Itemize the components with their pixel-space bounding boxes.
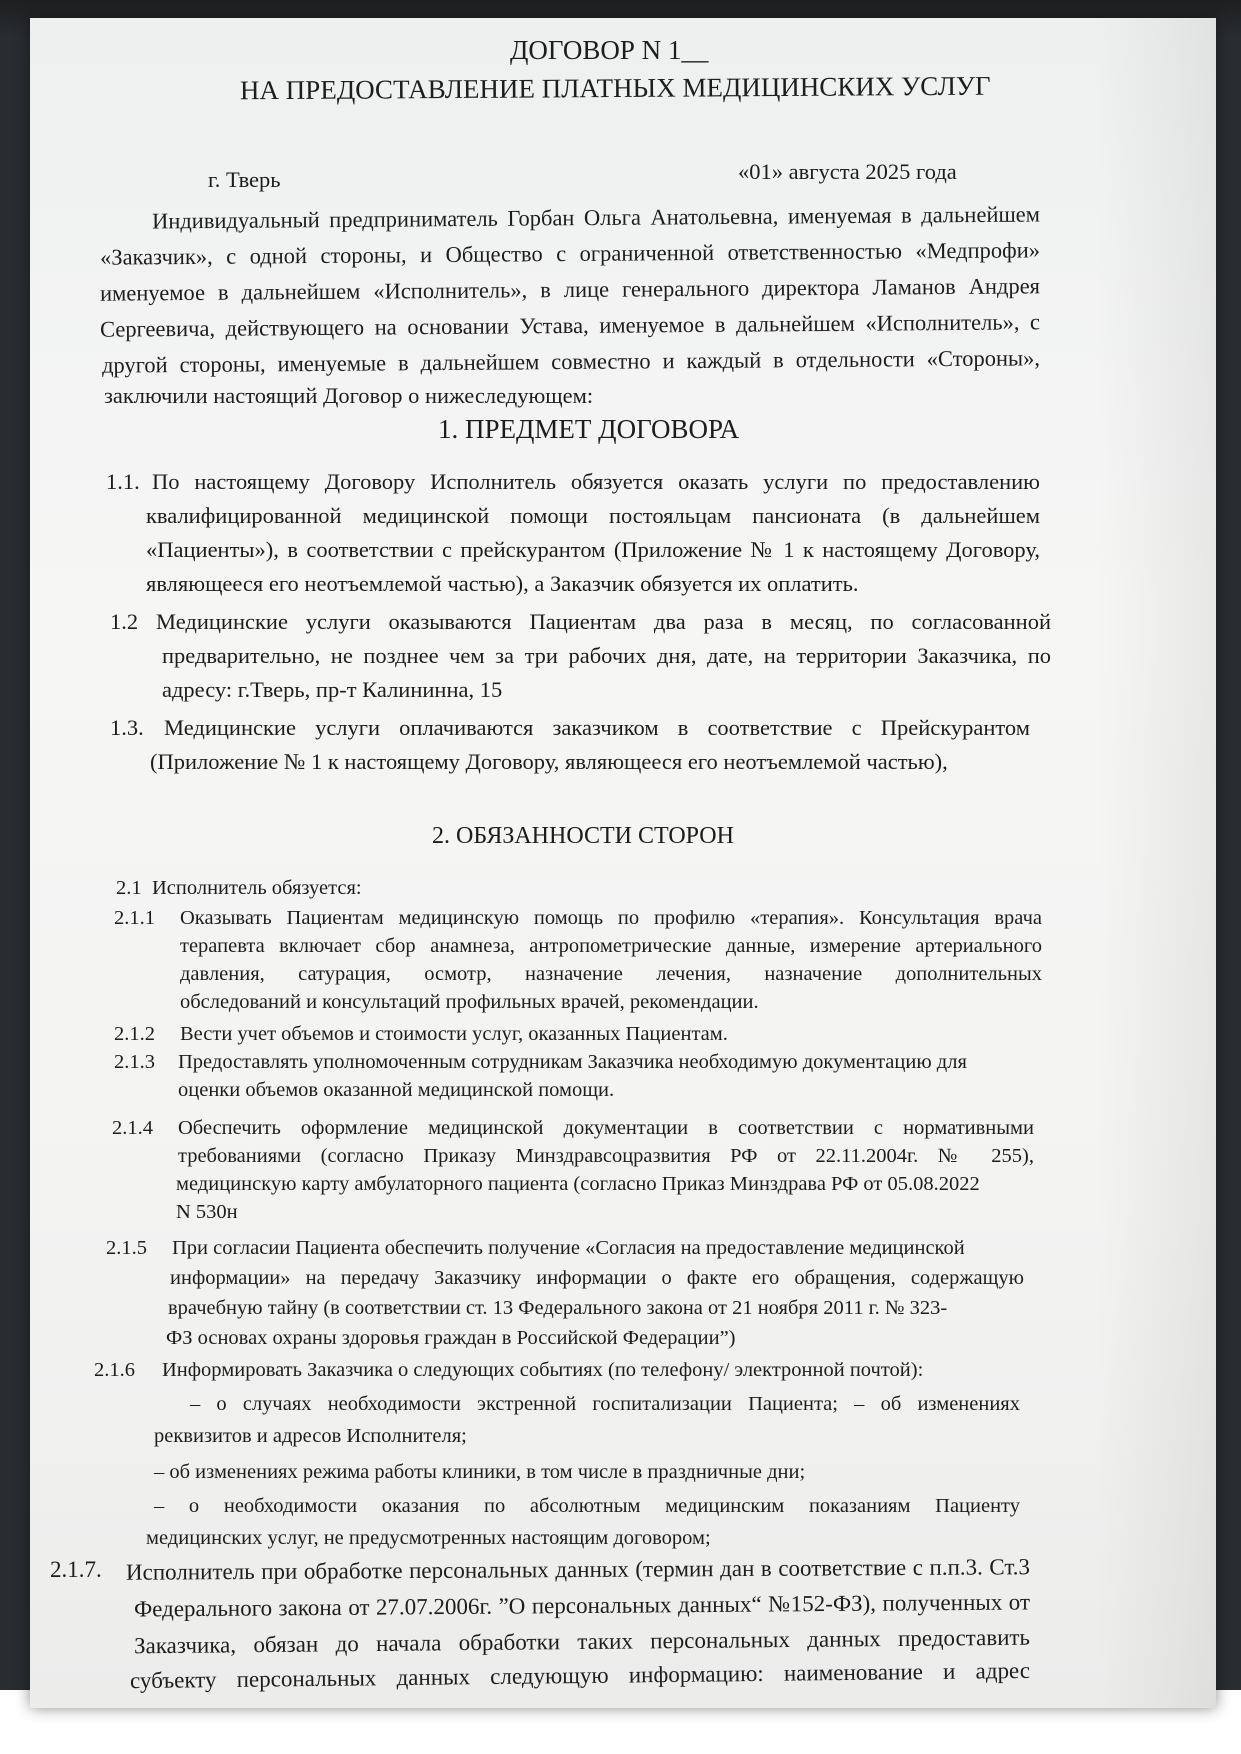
item-2-1-1-line: терапевта включает сбор анамнеза, антропометрические данные, измерение артериального xyxy=(180,935,1042,957)
item-number: 2.1.5 xyxy=(106,1237,147,1259)
preamble-line: другой стороны, именуемые в дальнейшем совместно и каждый в отдельности «Стороны», xyxy=(101,345,1041,378)
item-2-1-4-line: Обеспечить оформление медицинской документации в соответствии с нормативными xyxy=(178,1117,1034,1139)
item-2-1-7-line: Заказчика, обязан до начала обработки таких персональных данных предоставить xyxy=(133,1624,1031,1659)
item-2-1-6-line: ‒ о случаях необходимости экстренной госпитализации Пациента; ‒ об изменениях xyxy=(190,1393,1020,1415)
item-1-1-line: По настоящему Договору Исполнитель обязуется оказать услуги по предоставлению xyxy=(152,469,1040,494)
item-2-1-6-line: Информировать Заказчика о следующих событиях (по телефону/ электронной почтой): xyxy=(162,1359,924,1381)
item-2-1-3-line: Предоставлять уполномоченным сотрудникам Заказчика необходимую документацию для xyxy=(178,1051,967,1073)
document-page xyxy=(30,18,1216,1708)
preamble-line: Индивидуальный предприниматель Горбан Ольга Анатольевна, именуемая в дальнейшем xyxy=(151,201,1041,234)
document-title: ДОГОВОР N 1__ xyxy=(510,35,709,65)
item-2-1-2-line: Вести учет объемов и стоимости услуг, оказанных Пациентам. xyxy=(180,1023,728,1045)
item-2-1-1-line: Оказывать Пациентам медицинскую помощь по профилю «терапия». Консультация врача xyxy=(180,907,1042,929)
city: г. Тверь xyxy=(208,167,281,192)
preamble-line: заключили настоящий Договор о нижеследующем: xyxy=(104,383,594,408)
section-2-intro: Исполнитель обязуется: xyxy=(152,877,362,899)
item-1-3-line: Медицинские услуги оплачиваются заказчиком в соответствие с Прейскурантом xyxy=(164,715,1030,740)
item-2-1-4-line: N 530н xyxy=(176,1201,238,1223)
item-number: 2.1.2 xyxy=(114,1023,155,1045)
preamble-line: Сергеевича, действующего на основании Устава, именуемое в дальнейшем «Исполнитель», с xyxy=(99,309,1041,342)
item-1-2-line: Медицинские услуги оказываются Пациентам два раза в месяц, по согласованной xyxy=(156,609,1051,634)
preamble-line: «Заказчик», с одной стороны, и Общество с ограниченной ответственностью «Медпрофи» xyxy=(99,237,1041,270)
document-subtitle: НА ПРЕДОСТАВЛЕНИЕ ПЛАТНЫХ МЕДИЦИНСКИХ УСЛУГ xyxy=(239,70,991,106)
item-1-2-line: адресу: г.Тверь, пр-т Калининна, 15 xyxy=(162,677,503,702)
item-2-1-5-line: ФЗ основах охраны здоровья граждан в Российской Федерации”) xyxy=(166,1327,736,1349)
item-2-1-6-line: ‒ об изменениях режима работы клиники, в том числе в праздничные дни; xyxy=(154,1461,806,1483)
preamble-line: именуемое в дальнейшем «Исполнитель», в лице генерального директора Ламанов Андрея xyxy=(99,273,1041,306)
item-number: 1.2 xyxy=(110,609,139,634)
item-2-1-6-line: реквизитов и адресов Исполнителя; xyxy=(154,1425,467,1447)
section-2-heading: 2. ОБЯЗАННОСТИ СТОРОН xyxy=(432,823,734,849)
item-2-1-1-line: обследований и консультаций профильных врачей, рекомендации. xyxy=(180,991,759,1013)
item-2-1-5-line: информации» на передачу Заказчику информации о факте его обращения, содержащую xyxy=(170,1267,1024,1289)
item-2-1-4-line: медицинскую карту амбулаторного пациента (согласно Приказ Минздрава РФ от 05.08.2022 xyxy=(176,1173,980,1195)
item-number: 1.3. xyxy=(110,715,144,740)
item-1-2-line: предварительно, не позднее чем за три рабочих дня, дате, на территории Заказчика, по xyxy=(162,643,1051,668)
item-2-1-7-line: Исполнитель при обработке персональных данных (термин дан в соответствие с п.п.3. Ст.3 xyxy=(125,1554,1031,1585)
item-number: 2.1.1 xyxy=(114,907,155,929)
item-1-1-line: являющееся его неотъемлемой частью), а Заказчик обязуется их оплатить. xyxy=(146,571,859,596)
item-number: 2.1.3 xyxy=(114,1051,155,1073)
item-2-1-5-line: При согласии Пациента обеспечить получение «Согласия на предоставление медицинской xyxy=(172,1237,965,1259)
item-2-1-5-line: врачебную тайну (в соответствии ст. 13 Федерального закона от 21 ноября 2011 г. № 323- xyxy=(168,1297,948,1319)
item-2-1-4-line: требованиями (согласно Приказу Минздравсоцразвития РФ от 22.11.2004г. № 255), xyxy=(178,1145,1034,1167)
item-2-1-6-line: медицинских услуг, не предусмотренных настоящим договором; xyxy=(146,1527,711,1549)
item-number: 2.1 xyxy=(116,877,142,899)
item-number: 2.1.4 xyxy=(112,1117,153,1139)
contract-date: «01» августа 2025 года xyxy=(738,159,957,184)
section-1-heading: 1. ПРЕДМЕТ ДОГОВОРА xyxy=(438,414,740,444)
item-1-3-line: (Приложение № 1 к настоящему Договору, являющееся его неотъемлемой частью), xyxy=(150,749,948,774)
item-number: 2.1.6 xyxy=(94,1359,135,1381)
item-2-1-3-line: оценки объемов оказанной медицинской помощи. xyxy=(178,1079,615,1101)
item-2-1-6-line: ‒ о необходимости оказания по абсолютным медицинским показаниям Пациенту xyxy=(154,1495,1020,1517)
item-1-1-line: квалифицированной медицинской помощи постояльцам пансионата (в дальнейшем xyxy=(146,503,1040,528)
item-1-1-line: «Пациенты»), в соответствии с прейскурантом (Приложение № 1 к настоящему Договору, xyxy=(146,537,1040,562)
item-2-1-7-line: субъекту персональных данных следующую информацию: наименование и адрес xyxy=(129,1657,1031,1694)
item-2-1-1-line: давления, сатурация, осмотр, назначение лечения, назначение дополнительных xyxy=(180,963,1042,985)
item-number: 1.1. xyxy=(106,469,140,494)
item-2-1-7-line: Федерального закона от 27.07.2006г. ”О персональных данных“ №152-ФЗ), полученных от xyxy=(133,1589,1031,1622)
item-number: 2.1.7. xyxy=(50,1557,102,1582)
